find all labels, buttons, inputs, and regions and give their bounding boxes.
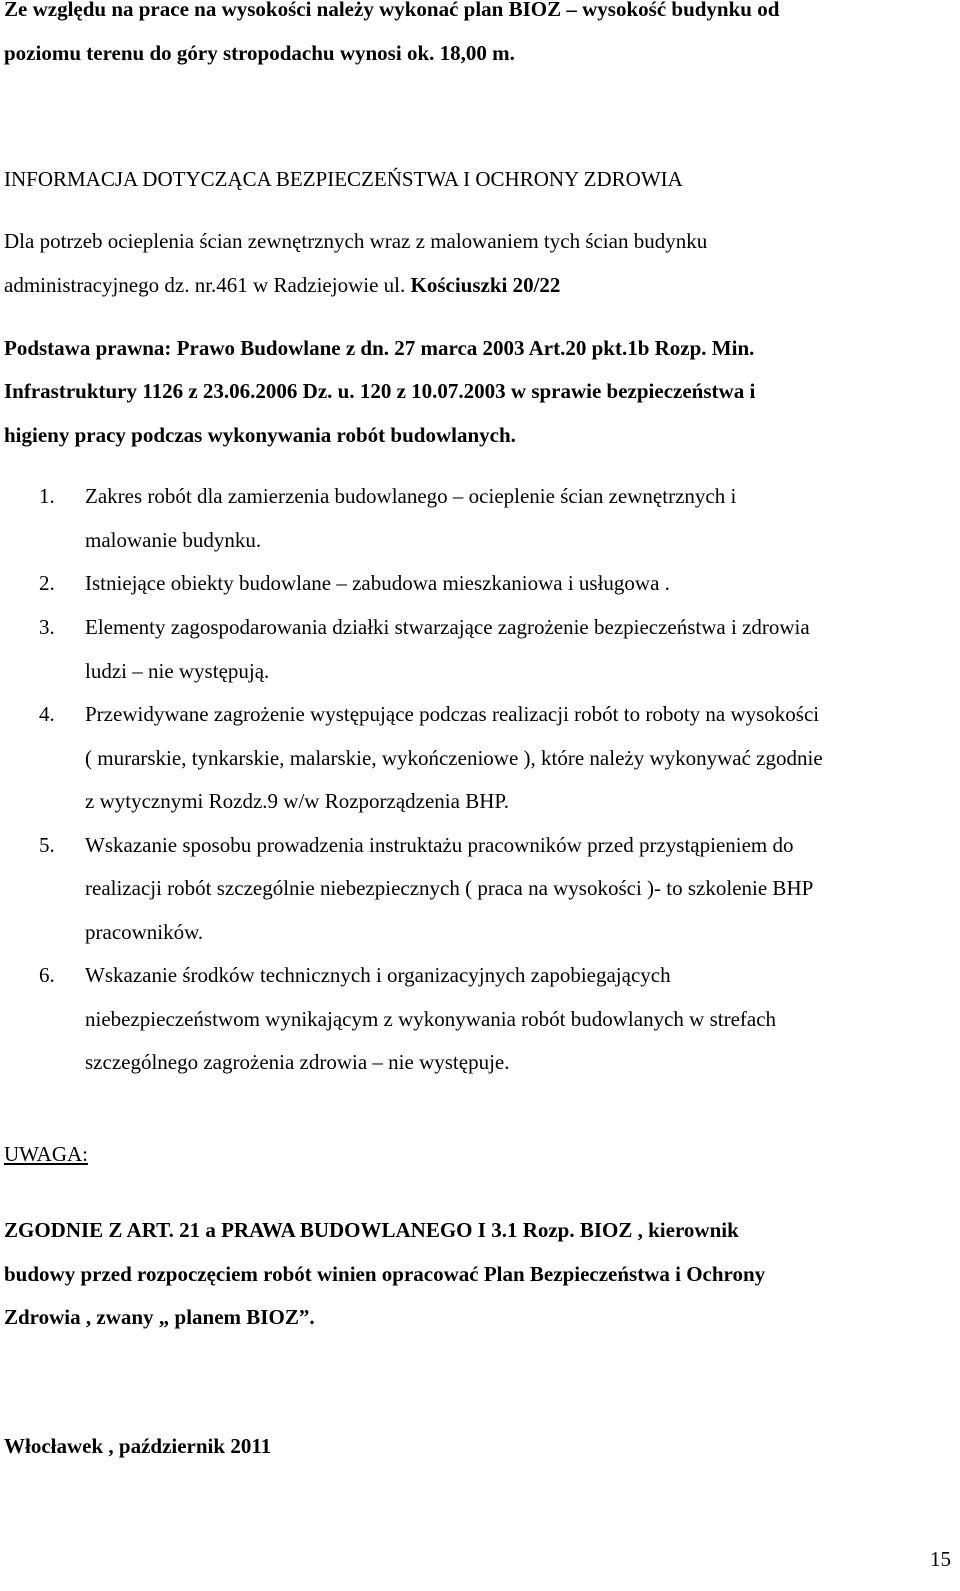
basis-line-1: Podstawa prawna: Prawo Budowlane z dn. 27 marca 2003 Art.20 pkt.1b Rozp. Min. — [4, 336, 755, 360]
list-item-line: Elementy zagospodarowania działki stwarzające zagrożenie bezpieczeństwa i zdrowia — [85, 615, 810, 639]
list-item-line: z wytycznymi Rozdz.9 w/w Rozporządzenia BHP. — [85, 789, 509, 813]
basis-line-3: higieny pracy podczas wykonywania robót budowlanych. — [4, 423, 516, 447]
info-heading: INFORMACJA DOTYCZĄCA BEZPIECZEŃSTWA I OCHRONY ZDROWIA — [4, 167, 683, 191]
list-item-line: pracowników. — [85, 920, 204, 944]
info-address: Kościuszki 20/22 — [410, 273, 561, 297]
info-line-2 — [4, 270, 560, 300]
list-item-line: Zakres robót dla zamierzenia budowlanego – ocieplenie ścian zewnętrznych i — [85, 484, 737, 508]
list-item-line: szczególnego zagrożenia zdrowia – nie występuje. — [85, 1050, 510, 1074]
list-item-line: niebezpieczeństwom wynikającym z wykonywania robót budowlanych w strefach — [85, 1007, 777, 1031]
list-item-line: ludzi – nie występują. — [85, 659, 270, 683]
list-item-number: 3. — [39, 615, 55, 639]
intro-line-2: poziomu terenu do góry stropodachu wynosi ok. 18,00 m. — [4, 41, 515, 65]
place-date: Włocławek , październik 2011 — [4, 1434, 272, 1458]
basis-line-2: Infrastruktury 1126 z 23.06.2006 Dz. u. 120 z 10.07.2003 w sprawie bezpieczeństwa i — [4, 379, 756, 403]
info-line-2-normal: administracyjnego dz. nr.461 w Radziejowie ul. — [4, 273, 411, 297]
list-item-number: 2. — [39, 571, 55, 595]
list-item-number: 5. — [39, 833, 55, 857]
list-item-number: 6. — [39, 963, 55, 987]
list-item-line: Przewidywane zagrożenie występujące podczas realizacji robót to roboty na wysokości — [85, 702, 820, 726]
list-item-line: Wskazanie środków technicznych i organizacyjnych zapobiegających — [85, 963, 671, 987]
note-line-1: ZGODNIE Z ART. 21 a PRAWA BUDOWLANEGO I 3.1 Rozp. BIOZ , kierownik — [4, 1218, 739, 1242]
list-item-line: malowanie budynku. — [85, 528, 262, 552]
note-heading: UWAGA: — [4, 1142, 88, 1166]
intro-line-1: Ze względu na prace na wysokości należy wykonać plan BIOZ – wysokość budynku od — [4, 0, 780, 21]
list-item-line: Wskazanie sposobu prowadzenia instruktażu pracowników przed przystąpieniem do — [85, 833, 794, 857]
list-item-number: 4. — [39, 702, 55, 726]
page-number: 15 — [930, 1547, 951, 1571]
list-item-line: realizacji robót szczególnie niebezpiecznych ( praca na wysokości )- to szkolenie BHP — [85, 876, 814, 900]
list-item-line: ( murarskie, tynkarskie, malarskie, wykończeniowe ), które należy wykonywać zgodnie — [85, 746, 823, 770]
note-line-2: budowy przed rozpoczęciem robót winien opracować Plan Bezpieczeństwa i Ochrony — [4, 1262, 766, 1286]
info-line-1: Dla potrzeb ocieplenia ścian zewnętrznych wraz z malowaniem tych ścian budynku — [4, 229, 708, 253]
list-item-number: 1. — [39, 484, 55, 508]
list-item-line: Istniejące obiekty budowlane – zabudowa mieszkaniowa i usługowa . — [85, 571, 670, 595]
note-line-3: Zdrowia , zwany „ planem BIOZ”. — [4, 1305, 315, 1329]
